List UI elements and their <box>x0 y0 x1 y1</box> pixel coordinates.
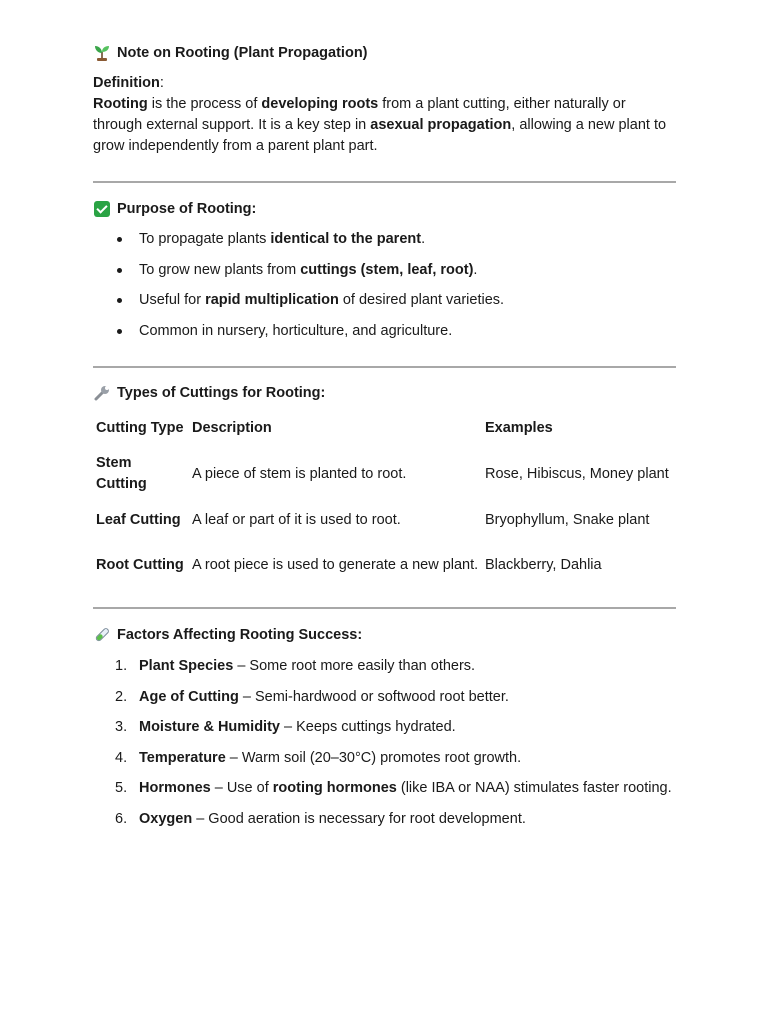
text-run: – Warm soil (20–30°C) promotes root growth. <box>225 749 522 766</box>
purpose-heading <box>93 200 256 218</box>
text-run: – Good aeration is necessary for root development. <box>192 810 526 827</box>
cuttings-table <box>93 413 676 588</box>
bold-text: Rooting <box>93 96 148 112</box>
text-run: – Semi-hardwood or softwood root better. <box>238 688 509 705</box>
list-number: 4. <box>115 749 128 766</box>
list-item <box>93 656 676 676</box>
text-run: Useful for <box>139 292 206 308</box>
column-header: Examples <box>485 419 553 436</box>
text-run: . <box>473 261 478 278</box>
text-run: . <box>421 231 426 247</box>
check-box-icon <box>93 200 111 218</box>
factors-heading <box>93 626 362 644</box>
list-number: 1. <box>115 658 128 674</box>
bold-text: Plant Species <box>139 658 234 674</box>
text-run: (like IBA or NAA) stimulates faster rooting. <box>396 780 672 796</box>
bold-text: identical to the parent <box>270 231 422 247</box>
column-header: Cutting Type <box>96 419 184 436</box>
list-item <box>93 260 676 291</box>
table-row <box>93 450 676 498</box>
seedling-icon <box>93 44 111 62</box>
table-cell-description: A root piece is used to generate a new plant. <box>192 557 479 573</box>
bold-text: developing roots <box>261 96 379 112</box>
test-tube-icon <box>93 626 111 644</box>
bold-text: Oxygen <box>139 810 193 827</box>
list-item <box>93 321 676 352</box>
table-cell-description: A leaf or part of it is used to root. <box>192 512 401 528</box>
factors-list <box>93 656 676 839</box>
title-text: Note on Rooting (Plant Propagation) <box>117 45 368 61</box>
text-run: from a plant cutting, either naturally or through external support. It is a key step in <box>93 96 626 133</box>
list-number: 6. <box>115 810 128 827</box>
table-cell-type: Leaf Cutting <box>96 512 181 528</box>
text-run: , allowing a new plant to grow independently from a parent plant part. <box>93 117 667 154</box>
list-item <box>93 229 676 260</box>
bold-text: rooting hormones <box>272 780 397 796</box>
bold-text: Age of Cutting <box>139 688 239 705</box>
list-item <box>93 809 676 829</box>
bold-text: cuttings (stem, leaf, root) <box>300 261 474 278</box>
list-item <box>93 748 676 768</box>
document-title <box>93 44 368 62</box>
table-cell-examples: Bryophyllum, Snake plant <box>485 512 650 528</box>
definition-label: Definition <box>93 75 160 91</box>
text-run: is the process of <box>147 96 262 112</box>
bold-text: rapid multiplication <box>205 292 339 308</box>
bold-text: Moisture & Humidity <box>139 719 280 735</box>
table-row <box>93 543 676 588</box>
list-number: 5. <box>115 780 128 796</box>
purpose-list <box>93 229 676 351</box>
definition-colon: : <box>159 75 164 91</box>
table-cell-description: A piece of stem is planted to root. <box>192 465 407 482</box>
table-cell-type: Root Cutting <box>96 557 184 573</box>
text-run: – Some root more easily than others. <box>233 658 476 674</box>
list-item <box>93 778 676 798</box>
list-item <box>93 290 676 321</box>
definition-text <box>93 94 676 157</box>
divider <box>93 366 676 368</box>
table-header-row <box>93 413 676 450</box>
text-run: To propagate plants <box>139 231 271 247</box>
table-cell-examples: Rose, Hibiscus, Money plant <box>485 465 669 482</box>
wrench-icon <box>93 384 111 402</box>
divider <box>93 181 676 183</box>
types-heading-text: Types of Cuttings for Rooting: <box>117 385 326 401</box>
list-number: 2. <box>115 688 128 705</box>
bold-text: Hormones <box>139 780 211 796</box>
bold-text: asexual propagation <box>370 117 512 133</box>
text-run: – Keeps cuttings hydrated. <box>279 719 456 735</box>
factors-heading-text: Factors Affecting Rooting Success: <box>117 627 363 643</box>
table-cell-type: Stem Cutting <box>96 455 147 492</box>
purpose-heading-text: Purpose of Rooting: <box>117 201 257 217</box>
text-run: To grow new plants from <box>139 261 301 278</box>
table-cell-examples: Blackberry, Dahlia <box>485 557 602 573</box>
definition-label-line <box>93 73 676 94</box>
bold-text: Temperature <box>139 749 226 766</box>
list-item <box>93 717 676 737</box>
divider <box>93 607 676 609</box>
types-heading <box>93 384 325 402</box>
text-run: Common in nursery, horticulture, and agriculture. <box>139 322 453 339</box>
text-run: – Use of <box>210 780 273 796</box>
table-row <box>93 498 676 543</box>
list-number: 3. <box>115 719 128 735</box>
list-item <box>93 687 676 707</box>
column-header: Description <box>192 419 272 436</box>
text-run: of desired plant varieties. <box>338 292 505 308</box>
